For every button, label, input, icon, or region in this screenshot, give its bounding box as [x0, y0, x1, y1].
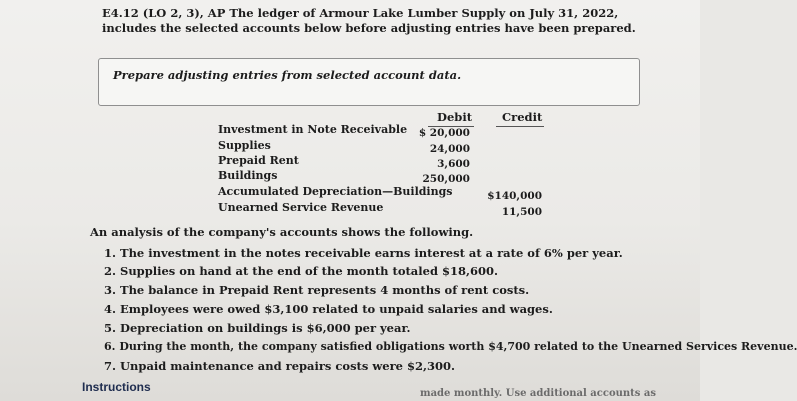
analysis-item: 2. Supplies on hand at the end of the month totaled $18,600. — [104, 264, 499, 278]
account-name: Supplies — [218, 139, 271, 152]
analysis-item: 4. Employees were owed $3,100 related to unpaid salaries and wages. — [104, 302, 553, 316]
analysis-item: 6. During the month, the company satisfied obligations worth $4,700 related to the Unearned Services Revenue. — [104, 340, 797, 353]
exercise-intro — [102, 6, 662, 36]
credit-amount: $140,000 — [487, 190, 542, 202]
debit-amount: 3,600 — [437, 158, 470, 170]
cutoff-text: made monthly. Use additional accounts as — [420, 388, 657, 399]
account-name: Accumulated Depreciation—Buildings — [218, 185, 453, 198]
analysis-intro: An analysis of the company's accounts shows the following. — [90, 225, 474, 239]
debit-header: Debit — [437, 110, 473, 124]
debit-amount: 24,000 — [429, 143, 470, 155]
debit-amount: $ 20,000 — [418, 127, 470, 139]
exercise-number: E4.12 (LO 2, 3), AP — [102, 6, 226, 20]
analysis-item: 7. Unpaid maintenance and repairs costs were $2,300. — [104, 359, 455, 373]
analysis-item: 3. The balance in Prepaid Rent represents 4 months of rent costs. — [104, 283, 530, 297]
instructions-heading: Instructions — [82, 380, 151, 394]
task-box — [98, 58, 640, 106]
credit-header: Credit — [502, 110, 543, 124]
account-name: Buildings — [218, 169, 278, 182]
analysis-item: 1. The investment in the notes receivable earns interest at a rate of 6% per year. — [104, 246, 623, 260]
account-name: Unearned Service Revenue — [218, 201, 384, 214]
debit-amount: 250,000 — [422, 173, 470, 185]
analysis-item: 5. Depreciation on buildings is $6,000 per year. — [104, 321, 411, 335]
account-name: Investment in Note Receivable — [218, 123, 408, 136]
credit-amount: 11,500 — [501, 206, 542, 218]
task-text: Prepare adjusting entries from selected account data. — [113, 68, 462, 82]
credit-header-rule — [496, 126, 544, 127]
account-name: Prepaid Rent — [218, 154, 299, 167]
exercise-text: The ledger of Armour Lake Lumber Supply on July 31, 2022, includes the selected accounts below before adjusting entries have been prepared. — [102, 6, 636, 35]
